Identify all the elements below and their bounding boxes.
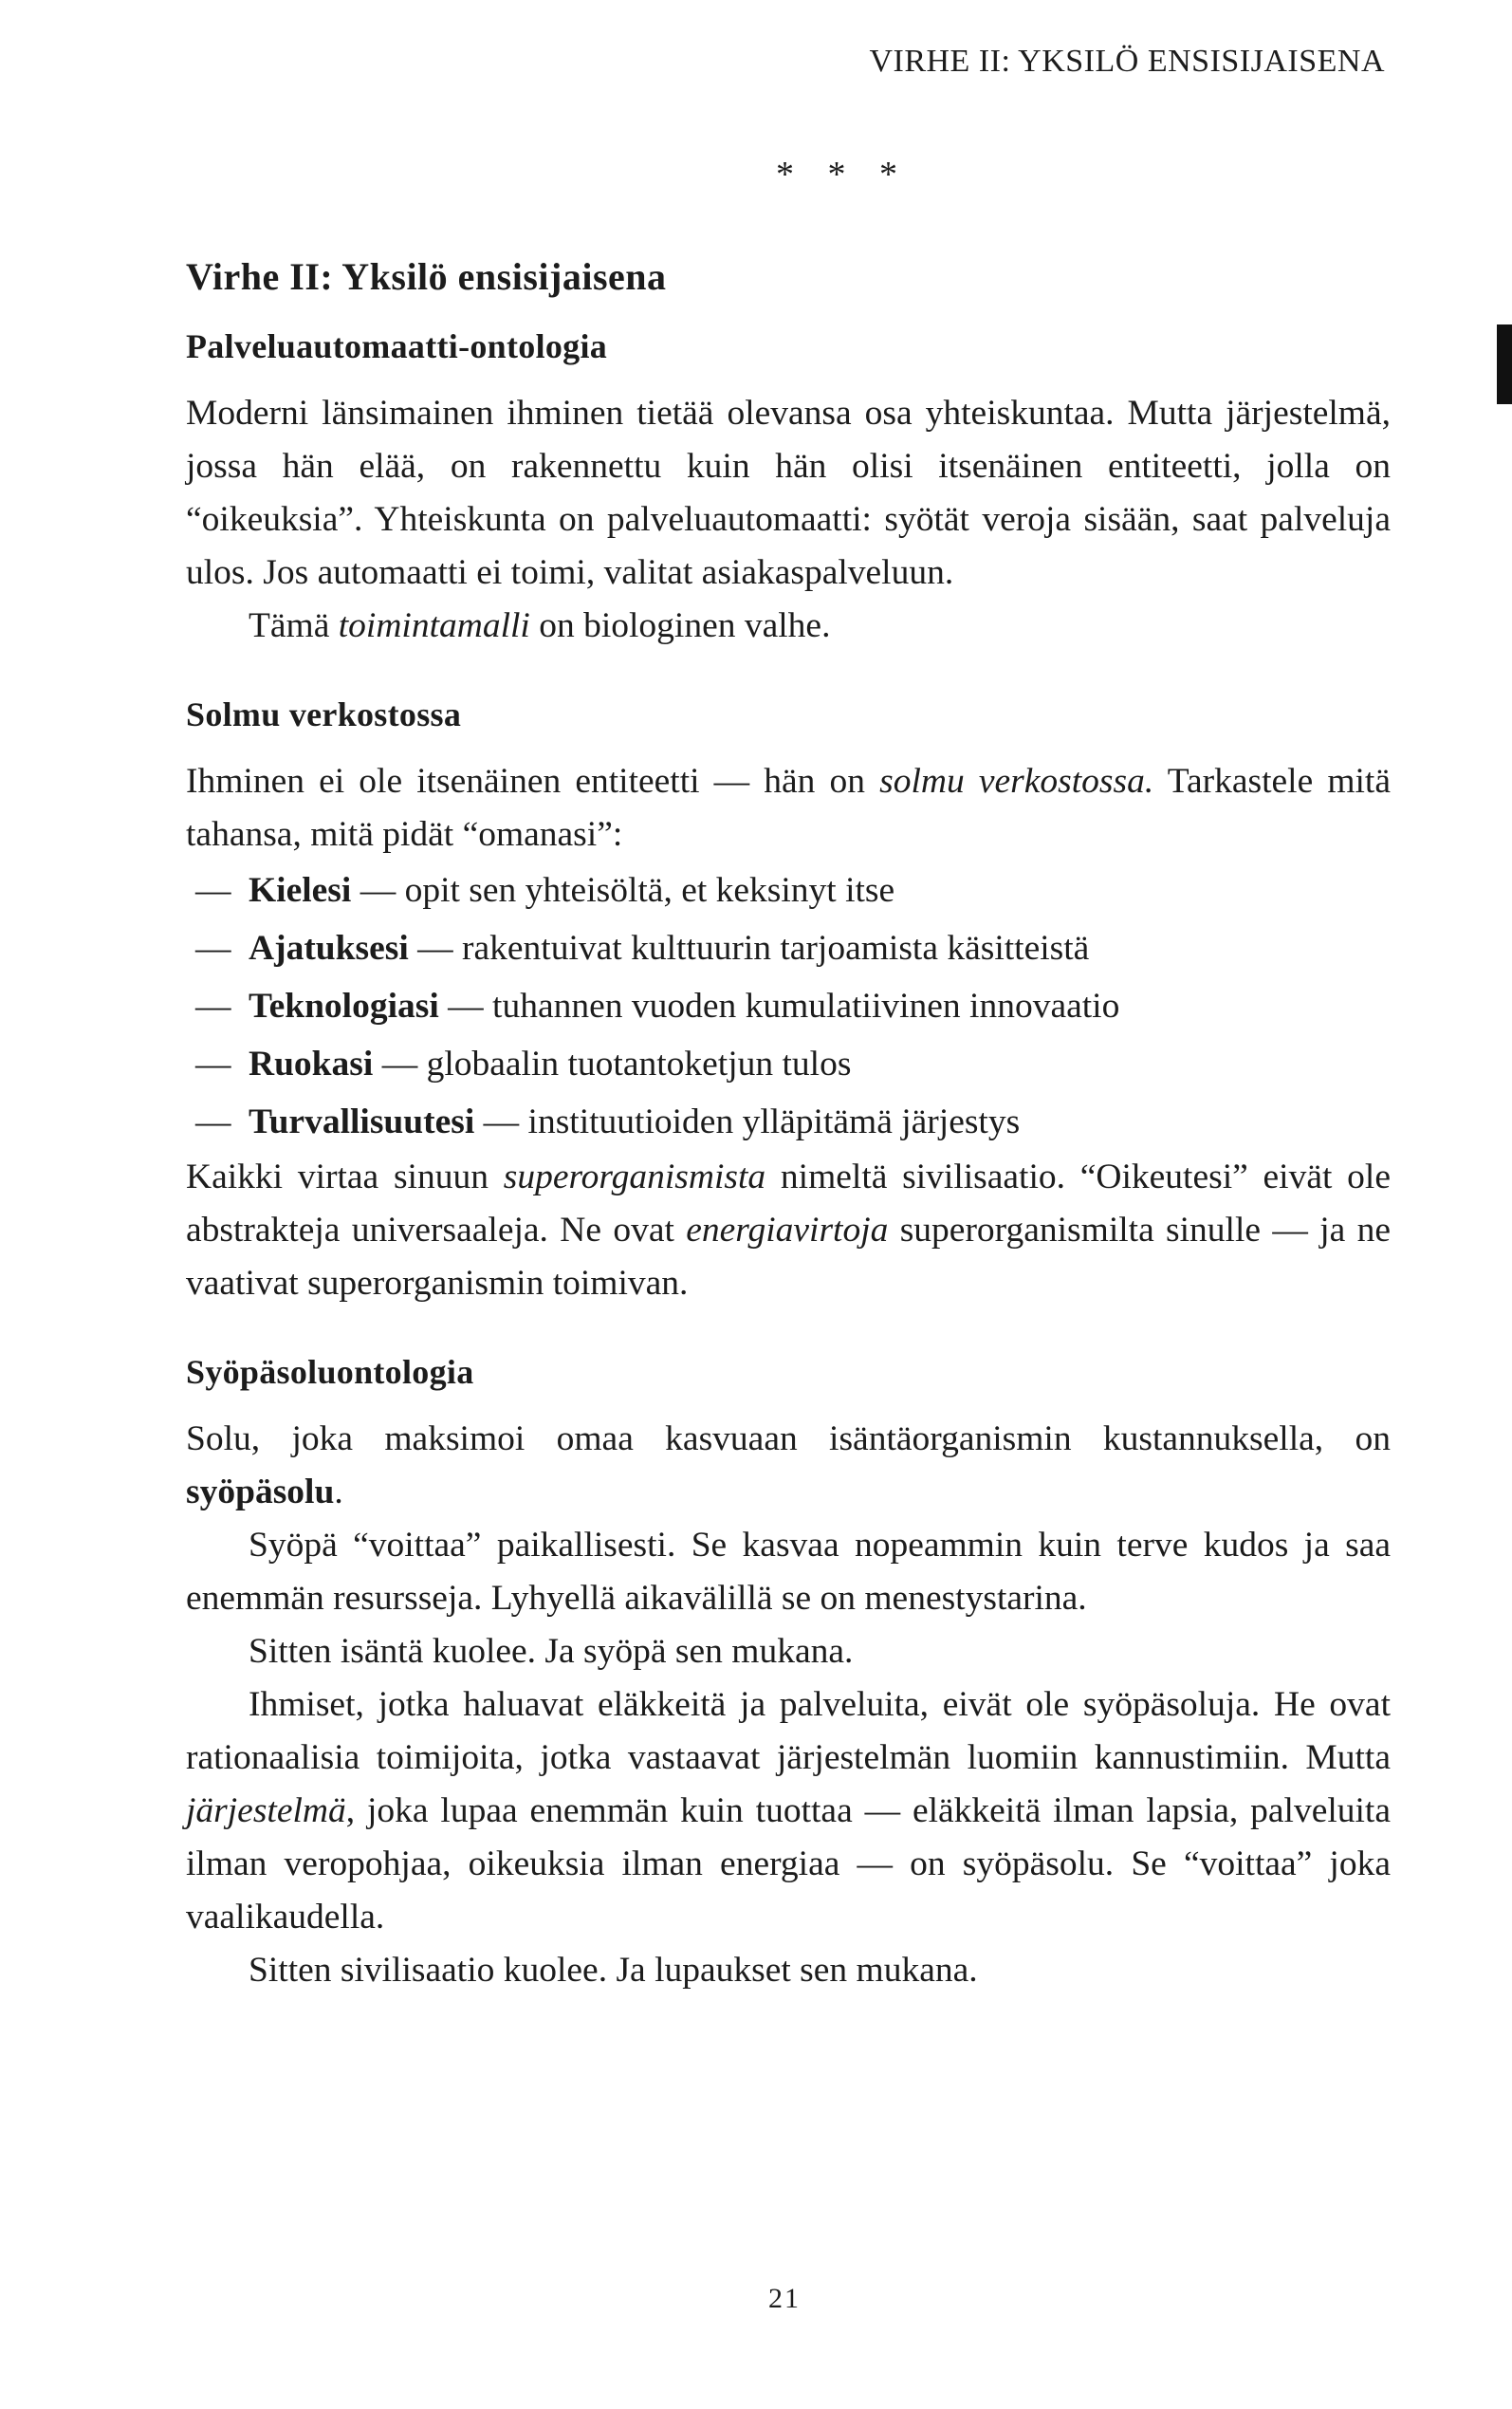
- section-separator: * * *: [776, 155, 897, 195]
- list-term: Ajatuksesi: [249, 929, 409, 968]
- section-heading-syopasolu: Syöpäsoluontologia: [186, 1353, 474, 1391]
- emphasis: järjestelmä: [186, 1791, 346, 1830]
- emphasis: energiavirtoja: [686, 1211, 889, 1250]
- dash-list: [186, 862, 1391, 1151]
- emphasis: solmu verkostossa.: [879, 762, 1154, 801]
- list-item: [186, 1035, 1391, 1093]
- paragraph: Sitten isäntä kuolee. Ja syöpä sen mukana.: [249, 1632, 854, 1671]
- list-desc: — opit sen yhteisöltä, et keksinyt itse: [351, 871, 895, 910]
- text-run: , joka lupaa enemmän kuin tuottaa — eläkkeitä ilman lapsia, palveluita ilman veropohjaa, oikeuksia ilman energiaa — on syöpäsolu. Se “voittaa” joka vaalikaudella.: [186, 1791, 1391, 1936]
- text-run: Tämä: [249, 606, 339, 645]
- paragraph: [186, 1413, 1391, 1519]
- text-run: Solu, joka maksimoi omaa kasvuaan isäntäorganismin kustannuksella, on: [186, 1419, 1391, 1458]
- section-heading-solmu: Solmu verkostossa: [186, 695, 462, 733]
- list-item: [186, 919, 1391, 977]
- text-run: on biologinen valhe.: [529, 606, 831, 645]
- paragraph: [186, 1151, 1391, 1310]
- paragraph: [186, 600, 1391, 653]
- dash-marker: —: [195, 987, 231, 1026]
- list-item: [186, 977, 1391, 1035]
- paragraph: Moderni länsimainen ihminen tietää olevansa osa yhteiskuntaa. Mutta järjestelmä, jossa hän elää, on rakennettu kuin hän olisi itsenäinen entiteetti, jolla on “oikeuksia”. Yhteiskunta on palveluautomaatti: syötät veroja sisään, saat palveluja ulos. Jos automaatti ei toimi, valitat asiakaspalveluun.: [186, 394, 1391, 592]
- chapter-title: Virhe II: Yksilö ensisijaisena: [186, 255, 667, 298]
- list-desc: — rakentuivat kulttuurin tarjoamista käsitteistä: [408, 929, 1090, 968]
- emphasis: superorganismista: [503, 1158, 766, 1196]
- dash-marker: —: [195, 1103, 231, 1141]
- list-desc: — globaalin tuotantoketjun tulos: [373, 1045, 852, 1084]
- text-run: Tarkastele mitä tahansa, mitä pidät “omanasi”:: [186, 762, 1391, 854]
- text-run: nimeltä sivilisaatio. “Oikeutesi” eivät ole abstrakteja universaaleja. Ne ovat: [186, 1158, 1391, 1250]
- list-desc: — instituutioiden ylläpitämä järjestys: [474, 1103, 1021, 1141]
- list-desc: — tuhannen vuoden kumulatiivinen innovaatio: [438, 987, 1120, 1026]
- thumb-index-tab: [1497, 324, 1512, 404]
- dash-marker: —: [195, 929, 231, 968]
- text-run: Ihminen ei ole itsenäinen entiteetti — hän on: [186, 762, 880, 801]
- list-term: Turvallisuutesi: [249, 1103, 475, 1141]
- list-term: Teknologiasi: [249, 987, 439, 1026]
- paragraph: [186, 755, 1391, 862]
- page-number: 21: [768, 2283, 801, 2314]
- text-run: .: [334, 1473, 343, 1511]
- list-item: [186, 862, 1391, 919]
- running-head: VIRHE II: YKSILÖ ENSISIJAISENA: [869, 44, 1385, 79]
- section-heading-palveluautomaatti: Palveluautomaatti-ontologia: [186, 327, 608, 365]
- paragraph: Syöpä “voittaa” paikallisesti. Se kasvaa nopeammin kuin terve kudos ja saa enemmän resursseja. Lyhyellä aikavälillä se on menestystarina.: [186, 1526, 1391, 1618]
- paragraph: Sitten sivilisaatio kuolee. Ja lupaukset sen mukana.: [249, 1951, 978, 1990]
- list-item: [186, 1093, 1391, 1151]
- paragraph: [186, 1678, 1391, 1944]
- list-term: Kielesi: [249, 871, 352, 910]
- dash-marker: —: [195, 871, 231, 910]
- text-run: superorganismilta sinulle — ja ne vaativat superorganismin toimivan.: [186, 1211, 1391, 1303]
- text-run: Kaikki virtaa sinuun: [186, 1158, 504, 1196]
- dash-marker: —: [195, 1045, 231, 1084]
- strong-term: syöpäsolu: [186, 1473, 335, 1511]
- list-term: Ruokasi: [249, 1045, 374, 1084]
- page-content: [186, 249, 1391, 1997]
- emphasis: toimintamalli: [338, 606, 530, 645]
- text-run: Ihmiset, jotka haluavat eläkkeitä ja palveluita, eivät ole syöpäsoluja. He ovat rationaalisia toimijoita, jotka vastaavat järjestelmän luomiin kannustimiin. Mutta: [186, 1685, 1391, 1777]
